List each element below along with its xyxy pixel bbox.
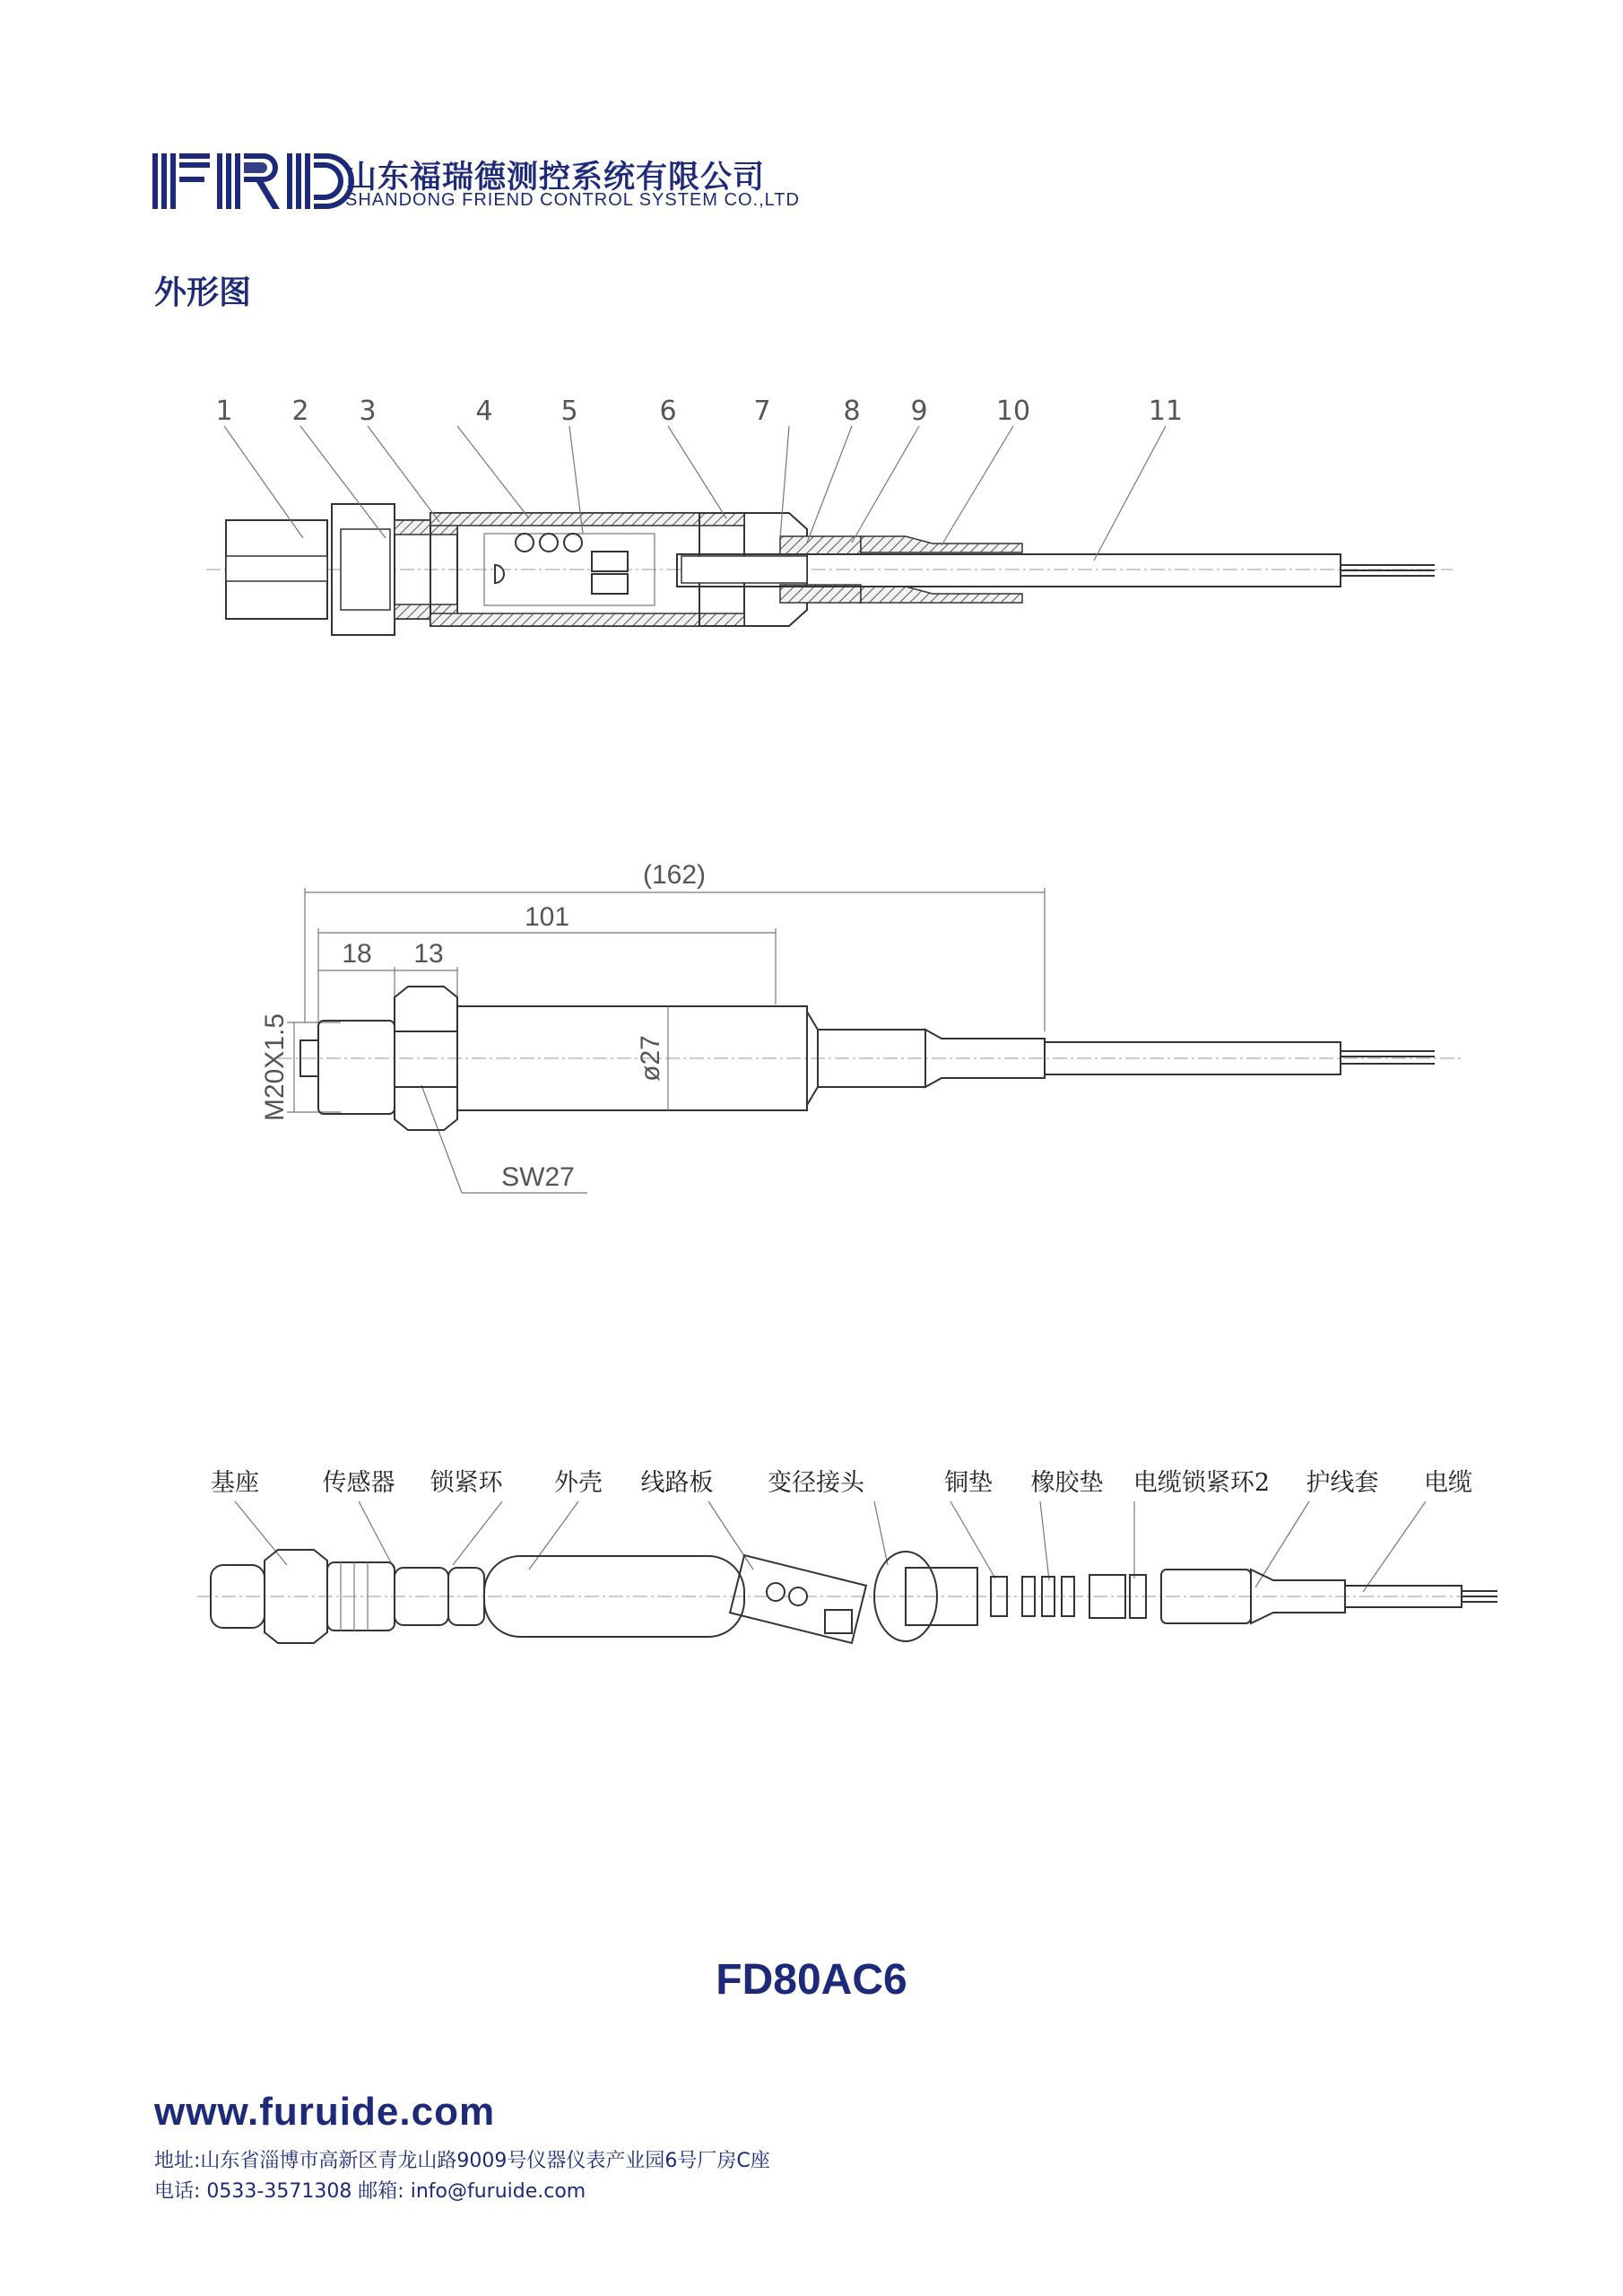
exploded-label: 传感器 (322, 1469, 395, 1497)
section-view-drawing (0, 386, 1623, 673)
dim-diameter: ø27 (636, 1035, 665, 1082)
part-number-labels (215, 396, 1183, 427)
part-number: 4 (475, 396, 493, 427)
contact-info: 电话: 0533-3571308 邮箱: info@furuide.com (154, 2180, 586, 2203)
part-number: 7 (753, 396, 771, 427)
dimension-view-drawing (0, 852, 1623, 1211)
exploded-label: 护线套 (1306, 1469, 1379, 1497)
part-number: 6 (659, 396, 677, 427)
part-number: 9 (910, 396, 928, 427)
part-number: 10 (995, 396, 1031, 427)
company-name-cn: 山东福瑞德测控系统有限公司 (345, 160, 766, 196)
model-number: FD80AC6 (716, 1956, 907, 2004)
dim-a: 18 (342, 939, 372, 969)
exploded-label: 外壳 (554, 1469, 603, 1497)
exploded-view-drawing (0, 1462, 1623, 1695)
website-link[interactable]: www.furuide.com (154, 2090, 496, 2134)
part-number: 1 (215, 396, 233, 427)
company-name-en: SHANDONG FRIEND CONTROL SYSTEM CO.,LTD (345, 190, 800, 210)
exploded-label: 铜垫 (944, 1469, 993, 1497)
part-number: 8 (843, 396, 861, 427)
exploded-label: 锁紧环 (430, 1469, 503, 1497)
part-number: 3 (359, 396, 377, 427)
exploded-labels (211, 1469, 1472, 1497)
exploded-label: 线路板 (640, 1469, 714, 1497)
part-number: 2 (291, 396, 309, 427)
address: 地址:山东省淄博市高新区青龙山路9009号仪器仪表产业园6号厂房C座 (154, 2150, 770, 2172)
section-title: 外形图 (154, 274, 252, 311)
exploded-label: 变径接头 (768, 1469, 864, 1497)
exploded-label: 电缆锁紧环2 (1133, 1469, 1271, 1497)
exploded-label: 电缆 (1424, 1469, 1472, 1497)
exploded-label: 基座 (211, 1469, 259, 1497)
frd-logo-mark (152, 153, 354, 209)
dim-wrench-size: SW27 (501, 1162, 575, 1192)
dim-overall-length: (162) (642, 860, 707, 890)
dim-b: 13 (413, 939, 444, 969)
dim-thread: M20X1.5 (260, 1013, 290, 1122)
part-number: 11 (1148, 396, 1184, 427)
dim-body-length: 101 (524, 902, 570, 932)
part-number: 5 (560, 396, 578, 427)
exploded-label: 橡胶垫 (1030, 1469, 1104, 1497)
